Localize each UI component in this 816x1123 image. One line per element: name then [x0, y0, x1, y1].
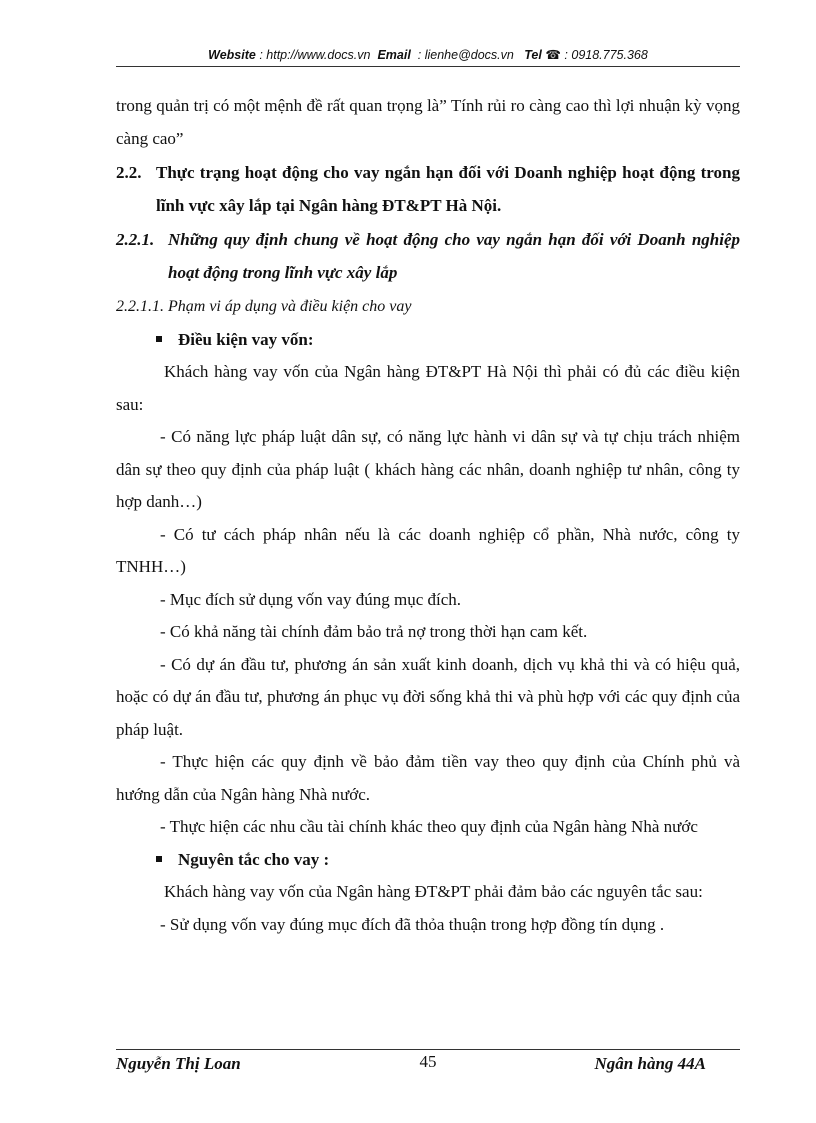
website-label: Website	[208, 48, 256, 62]
bullet-label: Điều kiện vay vốn:	[178, 329, 314, 349]
intro-paragraph: trong quản trị có một mệnh đề rất quan trọng là” Tính rủi ro càng cao thì lợi nhuận kỳ vọng càng cao”	[116, 96, 740, 148]
course-name: Ngân hàng 44A	[594, 1054, 706, 1073]
page-number: 45	[419, 1052, 437, 1071]
condition-item: - Có khả năng tài chính đảm bảo trả nợ trong thời hạn cam kết.	[160, 622, 588, 641]
section-title: Thực trạng hoạt động cho vay ngắn hạn đối với Doanh nghiệp hoạt động trong lĩnh vực xây lắp tại Ngân hàng ĐT&PT Hà Nội.	[156, 163, 740, 215]
section-2-2-1-1-heading: 2.2.1.1. Phạm vi áp dụng và điều kiện cho vay	[116, 298, 412, 315]
author-name: Nguyễn Thị Loan	[116, 1054, 241, 1073]
tel-label: Tel	[524, 48, 542, 62]
page-footer	[116, 1054, 740, 1078]
bullet-loan-conditions	[116, 324, 740, 357]
section-title: Những quy định chung về hoạt động cho vay ngắn hạn đối với Doanh nghiệp hoạt động trong lĩnh vực xây lắp	[168, 230, 740, 282]
square-bullet-icon	[156, 336, 162, 342]
condition-item: - Có tư cách pháp nhân nếu là các doanh nghiệp cổ phần, Nhà nước, công ty TNHH…)	[116, 524, 740, 576]
footer-divider	[116, 1049, 740, 1050]
page-header	[116, 47, 740, 62]
condition-item: - Có năng lực pháp luật dân sự, có năng lực hành vi dân sự và tự chịu trách nhiệm dân sự theo quy định của pháp luật ( khách hàng các nhân, doanh nghiệp tư nhân, công ty hợp danh…)	[116, 427, 740, 511]
condition-item: - Mục đích sử dụng vốn vay đúng mục đích.	[160, 589, 462, 609]
square-bullet-icon	[156, 856, 162, 862]
principles-intro-paragraph: Khách hàng vay vốn của Ngân hàng ĐT&PT phải đảm bảo các nguyên tắc sau:	[164, 882, 703, 901]
phone-icon: ☎	[545, 48, 561, 62]
condition-item: - Có dự án đầu tư, phương án sản xuất kinh doanh, dịch vụ khả thi và có hiệu quả, hoặc có dự án đầu tư, phương án phục vụ đời sống khả thi và phù hợp với các quy định của pháp luật.	[116, 654, 740, 739]
section-number: 2.2.	[116, 163, 142, 182]
principle-item: - Sử dụng vốn vay đúng mục đích đã thỏa thuận trong hợp đồng tín dụng .	[160, 914, 665, 934]
header-divider	[116, 66, 740, 67]
condition-item: - Thực hiện các quy định về bảo đảm tiền vay theo quy định của Chính phủ và hướng dẫn của Ngân hàng Nhà nước.	[116, 752, 740, 804]
bullet-label: Nguyên tắc cho vay :	[178, 849, 330, 869]
section-2-2-1-heading	[116, 224, 740, 289]
email-value: : lienhe@docs.vn	[417, 48, 514, 62]
conditions-intro-paragraph: Khách hàng vay vốn của Ngân hàng ĐT&PT Hà Nội thì phải có đủ các điều kiện sau:	[116, 362, 740, 414]
section-2-2-heading	[116, 157, 740, 222]
tel-value: : 0918.775.368	[564, 48, 648, 62]
section-number: 2.2.1.	[116, 230, 155, 249]
document-body	[116, 90, 740, 941]
website-value: : http://www.docs.vn	[259, 48, 371, 62]
email-label: Email	[377, 48, 411, 62]
bullet-lending-principles	[116, 844, 740, 877]
condition-item: - Thực hiện các nhu cầu tài chính khác theo quy định của Ngân hàng Nhà nước	[160, 817, 698, 836]
